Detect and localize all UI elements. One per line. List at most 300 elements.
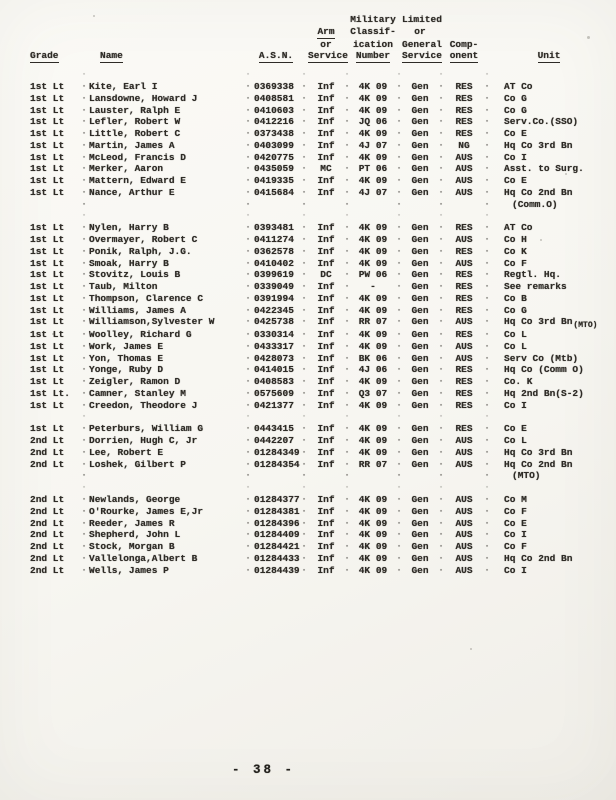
cell-unit xyxy=(490,246,608,258)
table-row xyxy=(28,506,608,518)
page-number: - 38 - xyxy=(232,763,296,777)
separator-dot: · xyxy=(301,82,307,91)
separator-dot: · xyxy=(344,211,350,221)
header-label-arm: Arm xyxy=(317,25,335,37)
cell-grade: 1st Lt xyxy=(30,316,65,328)
separator-dot: · xyxy=(396,495,402,504)
separator-dot: · xyxy=(301,176,307,185)
cell-component: AUS xyxy=(455,529,473,541)
cell-asn: 0442207 xyxy=(254,435,294,446)
separator-dot: · xyxy=(301,506,307,516)
cell-grade xyxy=(28,482,80,494)
separator-dot: · xyxy=(344,270,350,280)
separator-dot: · xyxy=(301,140,307,150)
table-row-continuation xyxy=(28,199,608,211)
separator-dot: · xyxy=(344,542,350,551)
spacer-dots-row xyxy=(28,210,608,222)
separator-dot: · xyxy=(438,164,444,174)
table-row xyxy=(28,163,608,175)
separator-dot: · xyxy=(438,553,444,563)
cell-class-number xyxy=(350,482,396,494)
cell-asn: 0428073 xyxy=(254,352,294,364)
column-header-number: Number xyxy=(355,50,391,62)
cell-unit xyxy=(490,105,608,117)
cell-asn: 01284409 xyxy=(254,529,300,541)
separator-dot: · xyxy=(396,199,402,209)
separator-dot: · xyxy=(438,129,444,138)
cell-class-number: - xyxy=(370,281,376,292)
cell-grade: 1st Lt xyxy=(30,352,65,364)
cell-unit xyxy=(490,258,608,270)
separator-dot: · xyxy=(301,270,307,280)
cell-gen-service: Gen xyxy=(411,175,429,186)
separator-dot: · xyxy=(344,258,350,268)
separator-dot: · xyxy=(344,246,350,256)
cell-component: AUS xyxy=(455,175,473,186)
separator-dot: · xyxy=(396,341,402,351)
cell-component: AUS xyxy=(455,234,473,245)
cell-class-number xyxy=(350,470,396,482)
cell-unit xyxy=(490,459,608,471)
cell-unit xyxy=(490,518,608,530)
cell-gen-service xyxy=(402,210,438,222)
cell-grade xyxy=(28,411,80,423)
cell-service: MC xyxy=(320,163,332,175)
separator-dot: · xyxy=(301,187,307,197)
cell-grade: 1st Lt xyxy=(30,257,65,269)
separator-dot: · xyxy=(245,459,251,469)
separator-dot: · xyxy=(245,199,251,209)
cell-service xyxy=(308,69,344,81)
separator-dot: · xyxy=(484,70,490,79)
separator-dot: · xyxy=(484,341,490,351)
cell-name: O'Rourke, James E,Jr xyxy=(89,505,204,517)
unit-text: Co F xyxy=(504,505,527,517)
separator-dot: · xyxy=(301,117,307,127)
cell-grade: 1st Lt xyxy=(30,364,65,376)
cell-name: Zeigler, Ramon D xyxy=(89,376,181,387)
table-row xyxy=(28,222,608,234)
separator-dot: · xyxy=(396,187,402,197)
unit-text: AT Co xyxy=(504,222,533,234)
separator-dot: · xyxy=(438,152,444,162)
table-header-row-3 xyxy=(28,39,608,51)
separator-dot: · xyxy=(344,388,350,398)
cell-unit xyxy=(490,447,608,459)
cell-grade: 1st Lt. xyxy=(30,387,70,399)
separator-dot: · xyxy=(438,293,444,303)
separator-dot: · xyxy=(81,518,87,528)
separator-dot: · xyxy=(396,459,402,469)
unit-text: Co F xyxy=(504,541,527,552)
cell-name: Newlands, George xyxy=(89,494,181,505)
cell-unit xyxy=(490,353,608,365)
separator-dot: · xyxy=(438,341,444,351)
separator-dot: · xyxy=(484,211,490,221)
cell-asn: 0575609 xyxy=(254,387,294,399)
cell-service: Inf xyxy=(317,364,335,376)
separator-dot: · xyxy=(301,293,307,303)
separator-dot: · xyxy=(301,388,307,398)
separator-dot: · xyxy=(81,436,87,445)
separator-dot: · xyxy=(301,471,307,481)
separator-dot: · xyxy=(438,187,444,197)
cell-service: Inf xyxy=(317,435,335,446)
cell-name: Yon, Thomas E xyxy=(89,352,164,364)
cell-gen-service: Gen xyxy=(411,423,429,435)
cell-component: RES xyxy=(455,128,473,139)
separator-dot: · xyxy=(484,187,490,197)
unit-subscript: (MTO) xyxy=(573,321,598,331)
cell-gen-service: Gen xyxy=(411,316,429,328)
header-label-comp: Comp- xyxy=(449,38,479,50)
separator-dot: · xyxy=(245,506,251,516)
separator-dot: · xyxy=(438,105,444,115)
cell-class-number: 4K 09 xyxy=(358,92,388,104)
separator-dot: · xyxy=(245,518,251,528)
cell-name: Yonge, Ruby D xyxy=(89,364,164,376)
cell-asn: 0420775 xyxy=(254,151,294,163)
separator-dot: · xyxy=(344,140,350,150)
cell-unit: (Comm.O) xyxy=(512,198,558,210)
cell-asn: 01284439 xyxy=(254,564,300,576)
column-header-gen-service: Service xyxy=(402,50,442,62)
table-row xyxy=(28,140,608,152)
separator-dot: · xyxy=(81,400,87,410)
header-cell xyxy=(444,39,484,51)
header-cell xyxy=(490,50,608,63)
cell-service xyxy=(308,482,344,494)
cell-grade: 1st Lt xyxy=(30,376,65,387)
separator-dot: · xyxy=(245,424,251,434)
separator-dot: · xyxy=(438,506,444,516)
cell-asn: 01284433 xyxy=(254,552,300,564)
unit-text: Co L xyxy=(504,329,527,340)
separator-dot: · xyxy=(396,365,402,375)
cell-component: AUS xyxy=(455,541,473,552)
separator-dot: · xyxy=(344,82,350,91)
cell-name: Ponik, Ralph, J.G. xyxy=(89,245,192,257)
scan-speckle xyxy=(565,173,567,175)
column-header-name: Name xyxy=(100,50,123,62)
table-row xyxy=(28,423,608,435)
cell-asn: 01284421 xyxy=(254,541,300,552)
table-row-continuation xyxy=(28,470,608,482)
cell-unit xyxy=(490,541,608,553)
separator-dot: · xyxy=(396,436,402,445)
header-cell xyxy=(350,50,396,63)
table-header-row-4 xyxy=(28,50,608,63)
separator-dot: · xyxy=(484,282,490,291)
cell-gen-service: Gen xyxy=(411,529,429,541)
separator-dot: · xyxy=(245,82,251,91)
cell-service: Inf xyxy=(317,552,335,564)
separator-dot: · xyxy=(245,377,251,386)
cell-class-number: 4K 09 xyxy=(358,304,388,316)
separator-dot: · xyxy=(396,447,402,457)
separator-dot: · xyxy=(245,436,251,445)
table-row xyxy=(28,293,608,305)
separator-dot: · xyxy=(301,258,307,268)
table-row xyxy=(28,329,608,341)
separator-dot: · xyxy=(81,341,87,351)
cell-component: AUS xyxy=(455,494,473,505)
separator-dot: · xyxy=(301,353,307,363)
header-cell xyxy=(308,39,344,51)
header-cell xyxy=(350,26,396,39)
cell-gen-service xyxy=(402,69,438,81)
cell-gen-service: Gen xyxy=(411,329,429,340)
cell-grade: 1st Lt xyxy=(30,92,65,104)
cell-asn: 0422345 xyxy=(254,304,294,316)
cell-asn: 01284396 xyxy=(254,517,300,529)
separator-dot: · xyxy=(81,305,87,315)
cell-grade: 1st Lt xyxy=(30,281,65,292)
cell-component: RES xyxy=(455,292,473,304)
cell-unit xyxy=(490,128,608,140)
column-header-component: onent xyxy=(449,50,479,62)
cell-class-number: 4K 09 xyxy=(358,175,388,186)
separator-dot: · xyxy=(344,176,350,185)
header-cell xyxy=(350,14,396,26)
separator-dot: · xyxy=(438,542,444,551)
separator-dot: · xyxy=(301,518,307,528)
cell-service: Inf xyxy=(317,128,335,139)
separator-dot: · xyxy=(396,117,402,127)
separator-dot: · xyxy=(396,317,402,327)
separator-dot: · xyxy=(484,553,490,563)
cell-service: Inf xyxy=(317,257,335,269)
header-cell xyxy=(444,50,484,63)
table-row xyxy=(28,269,608,281)
cell-component: AUS xyxy=(455,340,473,352)
separator-dot: · xyxy=(81,388,87,398)
separator-dot: · xyxy=(301,377,307,386)
cell-component: AUS xyxy=(455,257,473,269)
separator-dot: · xyxy=(344,400,350,410)
table-row xyxy=(28,553,608,565)
table-header-row-2 xyxy=(28,26,608,39)
cell-component: RES xyxy=(455,92,473,104)
separator-dot: · xyxy=(81,506,87,516)
separator-dot: · xyxy=(438,282,444,291)
cell-gen-service xyxy=(402,482,438,494)
separator-dot: · xyxy=(301,246,307,256)
separator-dot: · xyxy=(245,388,251,398)
unit-text: Hq Co 3rd Bn xyxy=(504,446,573,458)
separator-dot: · xyxy=(344,412,350,422)
table-row xyxy=(28,447,608,459)
unit-text: Co. K xyxy=(504,376,533,387)
cell-name xyxy=(88,69,244,81)
cell-grade: 2nd Lt xyxy=(30,494,65,505)
separator-dot: · xyxy=(396,70,402,79)
separator-dot: · xyxy=(484,235,490,244)
separator-dot: · xyxy=(396,542,402,551)
cell-name: Merker, Aaron xyxy=(89,163,164,175)
cell-name: Lansdowne, Howard J xyxy=(89,92,198,104)
separator-dot: · xyxy=(396,471,402,481)
separator-dot: · xyxy=(301,282,307,291)
cell-asn xyxy=(252,411,300,423)
cell-unit xyxy=(490,116,608,128)
separator-dot: · xyxy=(245,140,251,150)
cell-component: AUS xyxy=(455,316,473,328)
cell-component: AUS xyxy=(455,564,473,576)
separator-dot: · xyxy=(301,70,307,79)
cell-asn: 0399619 xyxy=(254,269,294,281)
unit-text: Co E xyxy=(504,175,527,186)
cell-name: Little, Robert C xyxy=(89,128,181,139)
separator-dot: · xyxy=(396,330,402,339)
separator-dot: · xyxy=(344,565,350,575)
cell-class-number: 4J 07 xyxy=(358,139,388,151)
separator-dot: · xyxy=(245,305,251,315)
cell-gen-service: Gen xyxy=(411,234,429,245)
header-label-classif: Classif- xyxy=(350,25,396,37)
cell-unit xyxy=(490,152,608,164)
separator-dot: · xyxy=(245,565,251,575)
cell-asn: 01284354 xyxy=(254,458,300,470)
separator-dot: · xyxy=(344,235,350,244)
separator-dot: · xyxy=(81,282,87,291)
cell-grade xyxy=(28,470,80,482)
cell-asn: 0411274 xyxy=(254,234,294,245)
cell-service: Inf xyxy=(317,151,335,163)
separator-dot: · xyxy=(301,553,307,563)
separator-dot: · xyxy=(344,317,350,327)
table-row xyxy=(28,152,608,164)
cell-asn: 0421377 xyxy=(254,399,294,411)
cell-unit xyxy=(490,364,608,376)
cell-gen-service: Gen xyxy=(411,292,429,304)
cell-gen-service: Gen xyxy=(411,387,429,399)
separator-dot: · xyxy=(81,152,87,162)
separator-dot: · xyxy=(438,424,444,434)
cell-gen-service: Gen xyxy=(411,494,429,505)
header-cell xyxy=(350,39,396,51)
separator-dot: · xyxy=(81,246,87,256)
separator-dot: · xyxy=(396,105,402,115)
cell-component: RES xyxy=(455,81,473,92)
cell-gen-service: Gen xyxy=(411,81,429,92)
cell-grade: 1st Lt xyxy=(30,116,65,128)
separator-dot: · xyxy=(344,93,350,103)
cell-gen-service: Gen xyxy=(411,505,429,517)
unit-text: Hq Co 2nd Bn xyxy=(504,186,573,198)
cell-component: RES xyxy=(455,329,473,340)
separator-dot: · xyxy=(484,82,490,91)
cell-unit xyxy=(490,305,608,317)
cell-gen-service: Gen xyxy=(411,340,429,352)
cell-gen-service: Gen xyxy=(411,245,429,257)
separator-dot: · xyxy=(81,483,87,492)
separator-dot: · xyxy=(344,530,350,540)
separator-dot: · xyxy=(438,353,444,363)
separator-dot: · xyxy=(245,542,251,551)
cell-service: Inf xyxy=(317,116,335,128)
cell-unit xyxy=(490,388,608,400)
separator-dot: · xyxy=(396,235,402,244)
separator-dot: · xyxy=(396,258,402,268)
cell-name: Vallelonga,Albert B xyxy=(89,552,198,564)
cell-name: Lee, Robert E xyxy=(89,446,164,458)
separator-dot: · xyxy=(81,117,87,127)
separator-dot: · xyxy=(81,471,87,481)
cell-gen-service: Gen xyxy=(411,352,429,364)
cell-name: Williams, James A xyxy=(89,304,186,316)
cell-unit xyxy=(490,400,608,412)
unit-text: Co I xyxy=(504,529,527,541)
cell-component: AUS xyxy=(455,552,473,564)
separator-dot: · xyxy=(245,317,251,327)
separator-dot: · xyxy=(484,199,490,209)
cell-unit xyxy=(490,376,608,388)
cell-asn: 0408581 xyxy=(254,92,294,104)
cell-service: Inf xyxy=(317,329,335,340)
table-row xyxy=(28,388,608,400)
separator-dot: · xyxy=(484,424,490,434)
cell-component: RES xyxy=(455,116,473,128)
separator-dot: · xyxy=(245,246,251,256)
cell-asn: 0410603 xyxy=(254,104,294,116)
unit-text: Co L xyxy=(504,340,527,352)
cell-asn: 0393481 xyxy=(254,222,294,234)
separator-dot: · xyxy=(81,129,87,138)
separator-dot: · xyxy=(344,199,350,209)
separator-dot: · xyxy=(344,117,350,127)
cell-grade: 1st Lt xyxy=(30,269,65,281)
table-row xyxy=(28,234,608,246)
cell-service xyxy=(308,210,344,222)
cell-class-number: 4K 09 xyxy=(358,564,388,576)
separator-dot: · xyxy=(484,471,490,481)
cell-grade: 1st Lt xyxy=(30,234,65,245)
separator-dot: · xyxy=(81,565,87,575)
cell-grade: 1st Lt xyxy=(30,245,65,257)
cell-grade: 1st Lt xyxy=(30,399,65,411)
separator-dot: · xyxy=(396,164,402,174)
cell-name: Loshek, Gilbert P xyxy=(89,458,186,470)
separator-dot: · xyxy=(438,317,444,327)
separator-dot: · xyxy=(245,412,251,422)
separator-dot: · xyxy=(484,377,490,386)
separator-dot: · xyxy=(438,388,444,398)
cell-name: Woolley, Richard G xyxy=(89,329,192,340)
cell-gen-service xyxy=(402,411,438,423)
cell-service: Inf xyxy=(317,245,335,257)
separator-dot: · xyxy=(438,82,444,91)
cell-service: Inf xyxy=(317,139,335,151)
separator-dot: · xyxy=(438,258,444,268)
spacer-dots-row xyxy=(28,411,608,423)
cell-asn xyxy=(252,69,300,81)
table-row xyxy=(28,281,608,293)
unit-text: Hq Co 3rd Bn xyxy=(504,316,573,328)
unit-text: Co B xyxy=(504,292,527,304)
cell-grade: 2nd Lt xyxy=(30,529,65,541)
separator-dot: · xyxy=(484,152,490,162)
cell-name xyxy=(88,482,244,494)
cell-class-number: 4K 09 xyxy=(358,376,388,387)
cell-service: Inf xyxy=(317,423,335,435)
cell-name: Taub, Milton xyxy=(89,281,158,292)
separator-dot: · xyxy=(301,424,307,434)
separator-dot: · xyxy=(396,424,402,434)
separator-dot: · xyxy=(438,436,444,445)
cell-name: Stovitz, Louis B xyxy=(89,269,181,281)
cell-grade: 1st Lt xyxy=(30,186,65,198)
